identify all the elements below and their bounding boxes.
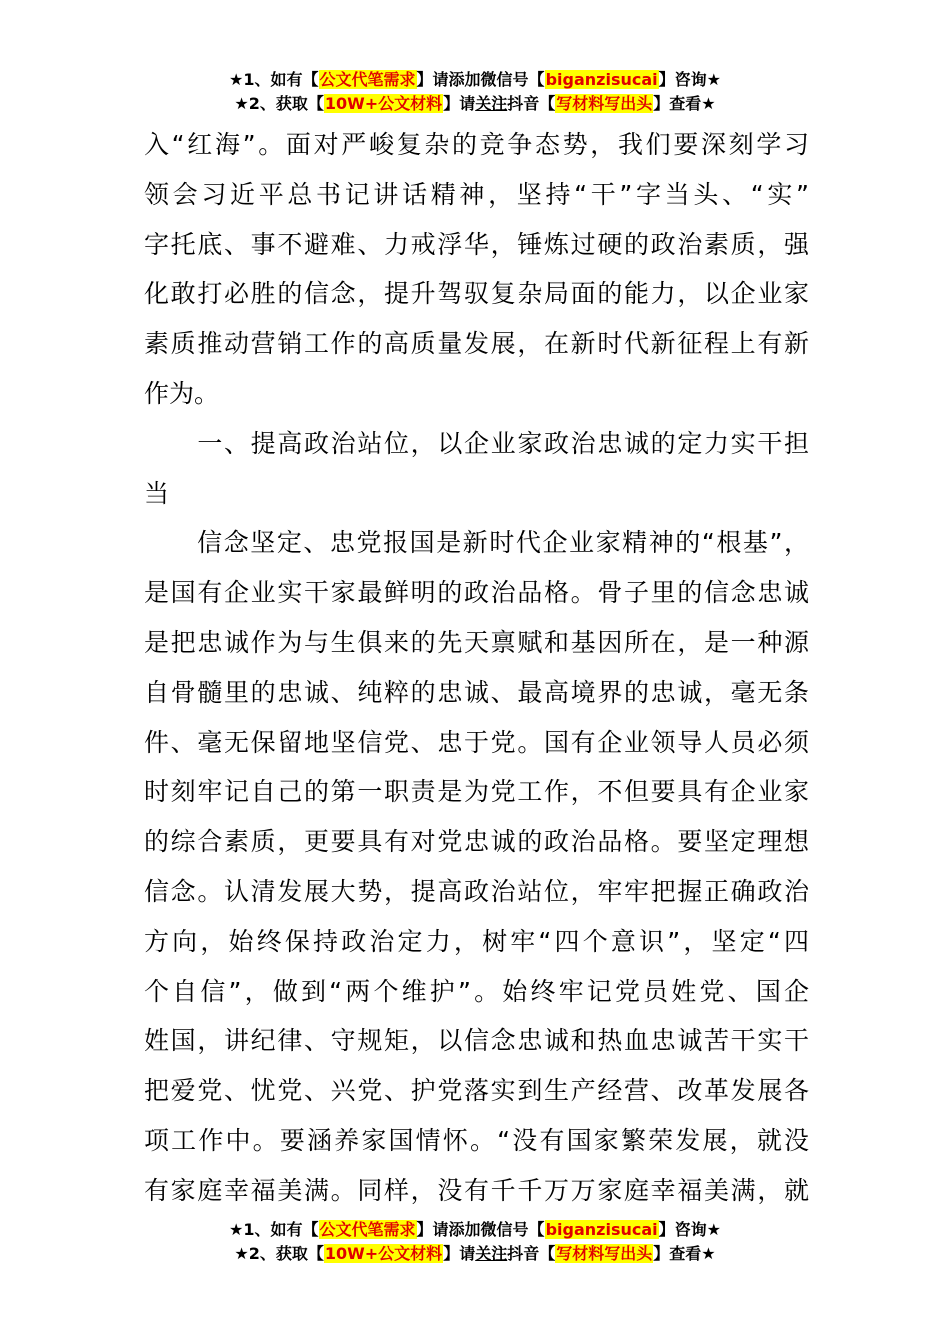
text-line: 素质推动营销工作的高质量发展，在新时代新征程上有新 (144, 329, 809, 359)
banner-text: 】请 (443, 1244, 476, 1263)
document-body (144, 120, 809, 1216)
text-line: 件、毫无保留地坚信党、忠于党。国有企业领导人员必须 (144, 727, 809, 757)
text-line: 字托底、事不避难、力戒浮华，锤炼过硬的政治素质，强 (144, 229, 809, 259)
text-line: 个自信”，做到“两个维护”。始终牢记党员姓党、国企 (144, 976, 809, 1006)
text-line: 入“红海”。面对严峻复杂的竞争态势，我们要深刻学习 (144, 130, 809, 159)
text-line: 把爱党、忧党、兴党、护党落实到生产经营、改革发展各 (144, 1076, 809, 1106)
text-line: 姓国，讲纪律、守规矩，以信念忠诚和热血忠诚苦干实干 (144, 1026, 809, 1056)
highlight-text: 10W+公文材料 (324, 94, 443, 113)
highlight-text: 公文代笔需求 (319, 70, 416, 89)
banner-line-2 (0, 92, 950, 116)
banner-text: 抖音【 (507, 94, 556, 113)
section-heading: 一、提高政治站位，以企业家政治忠诚的定力实干担 (144, 428, 809, 458)
banner-line-1 (0, 1218, 950, 1242)
text-line: 信念。认清发展大势，提高政治站位，牢牢把握正确政治 (144, 876, 809, 906)
banner-line-2 (0, 1242, 950, 1266)
banner-text: 微信号【 (480, 70, 545, 89)
text-line: 方向，始终保持政治定力，树牢“四个意识”，坚定“四 (144, 926, 809, 956)
text-line: 项工作中。要涵养家国情怀。“没有国家繁荣发展，就没 (144, 1125, 809, 1155)
emphasis-text: 关注 (475, 94, 508, 113)
text-line: 作为。 (144, 378, 220, 408)
text-line: 时刻牢记自己的第一职责是为党工作，不但要具有企业家 (144, 777, 809, 807)
banner-text: 】请 (443, 94, 476, 113)
text-line: 的综合素质，更要具有对党忠诚的政治品格。要坚定理想 (144, 827, 809, 857)
banner-text: ★2、获取【 (234, 94, 324, 113)
emphasis-text: 关注 (475, 1244, 508, 1263)
banner-text: 抖音【 (507, 1244, 556, 1263)
banner-text: 】咨询★ (658, 1220, 721, 1239)
text-line: 有家庭幸福美满。同样，没有千千万万家庭幸福美满，就 (144, 1175, 809, 1205)
banner-text: 】查看★ (653, 94, 716, 113)
banner-text: ★1、如有【 (229, 70, 319, 89)
banner-text: ★2、获取【 (234, 1244, 324, 1263)
section-heading-end: 当 (144, 478, 170, 508)
wechat-id: biganzisucai (545, 1220, 658, 1239)
banner-text: 】请 (416, 1220, 449, 1239)
highlight-text: 10W+公文材料 (324, 1244, 443, 1263)
banner-line-1 (0, 68, 950, 92)
banner-text: 】请 (416, 70, 449, 89)
wechat-id: biganzisucai (545, 70, 658, 89)
text-line: 信念坚定、忠党报国是新时代企业家精神的“根基”， (144, 528, 809, 558)
text-line: 自骨髓里的忠诚、纯粹的忠诚、最高境界的忠诚，毫无条 (144, 677, 809, 707)
text-line: 化敢打必胜的信念，提升驾驭复杂局面的能力，以企业家 (144, 279, 809, 309)
douyin-account: 写材料写出头 (556, 1244, 653, 1263)
text-line: 是国有企业实干家最鲜明的政治品格。骨子里的信念忠诚 (144, 578, 809, 608)
douyin-account: 写材料写出头 (556, 94, 653, 113)
emphasis-text: 添加 (448, 70, 481, 89)
banner-text: 】查看★ (653, 1244, 716, 1263)
emphasis-text: 添加 (448, 1220, 481, 1239)
header-banner (0, 68, 950, 116)
footer-banner (0, 1218, 950, 1266)
text-line: 领会习近平总书记讲话精神，坚持“干”字当头、“实” (144, 179, 809, 209)
banner-text: ★1、如有【 (229, 1220, 319, 1239)
banner-text: 】咨询★ (658, 70, 721, 89)
highlight-text: 公文代笔需求 (319, 1220, 416, 1239)
text-line: 是把忠诚作为与生俱来的先天禀赋和基因所在，是一种源 (144, 627, 809, 657)
banner-text: 微信号【 (480, 1220, 545, 1239)
